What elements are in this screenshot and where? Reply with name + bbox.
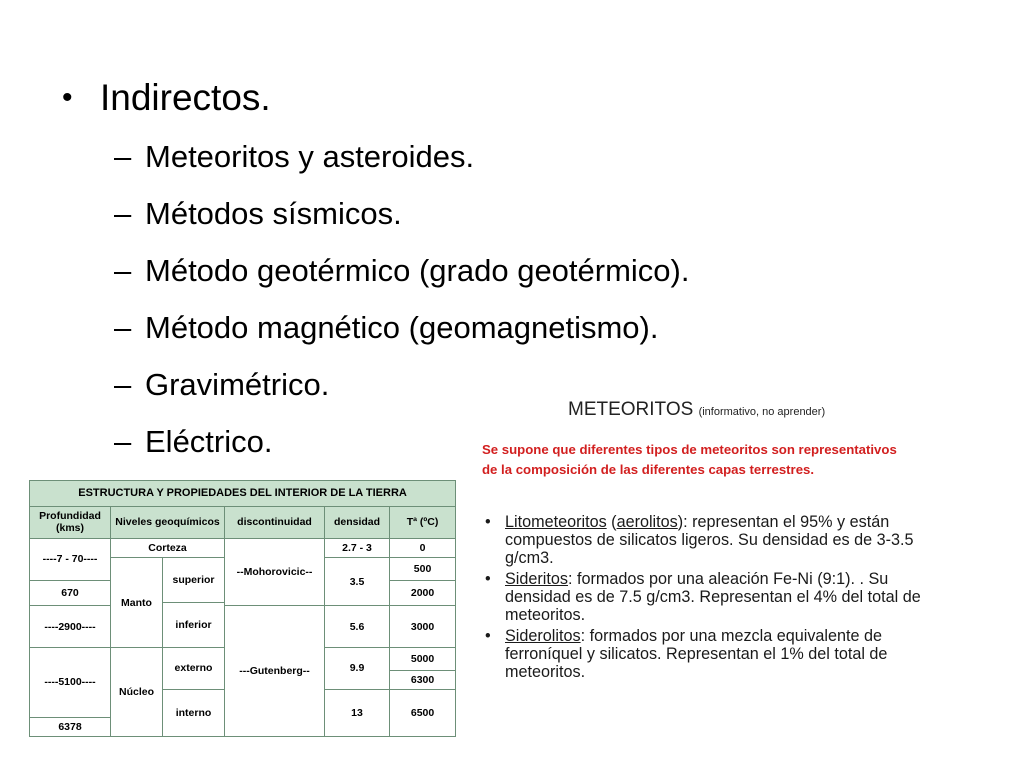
depth-cell: 670 (30, 580, 111, 606)
meteoritos-title-text: METEORITOS (568, 399, 694, 420)
sub-item-text: Meteoritos y asteroides. (145, 139, 475, 174)
density-cell: 3.5 (325, 558, 390, 606)
manto-superior-cell: superior (163, 558, 225, 603)
meteoritos-title-note: (informativo, no aprender) (698, 406, 826, 418)
term-sideritos: Sideritos (505, 570, 568, 588)
list-item-litometeoritos (482, 513, 952, 567)
term-litometeoritos: Litometeoritos (505, 513, 607, 531)
dash: – (114, 196, 132, 231)
temp-cell: 3000 (390, 606, 456, 648)
meteoritos-list (482, 513, 952, 684)
header-discontinuidad: discontinuidad (225, 506, 325, 538)
nucleo-cell: Núcleo (111, 648, 163, 737)
density-cell: 2.7 - 3 (325, 538, 390, 557)
sub-item-text: Método magnético (geomagnetismo). (145, 310, 659, 345)
term-siderolitos: Siderolitos (505, 627, 581, 645)
term-separator: ( (606, 513, 617, 531)
header-temperatura: Tª (ºC) (390, 506, 456, 538)
main-bullet (62, 74, 462, 122)
bullet-dot: • (62, 81, 73, 114)
meteoritos-title (568, 399, 825, 421)
manto-inferior-cell: inferior (163, 603, 225, 648)
sub-item-text: Gravimétrico. (145, 367, 330, 402)
temp-cell: 6300 (390, 670, 456, 689)
header-profundidad: Profundidad (kms) (30, 506, 111, 538)
nucleo-interno-cell: interno (163, 689, 225, 736)
bullet-dot: • (485, 627, 491, 645)
sub-item-magnetico (114, 308, 814, 348)
depth-cell: 6378 (30, 717, 111, 736)
sub-item-geotermico (114, 251, 814, 291)
header-niveles: Niveles geoquímicos (111, 506, 225, 538)
sub-item-text: Métodos sísmicos. (145, 196, 402, 231)
density-cell: 9.9 (325, 648, 390, 690)
table-title: ESTRUCTURA Y PROPIEDADES DEL INTERIOR DE LA TIERRA (30, 481, 456, 507)
dash: – (114, 367, 132, 402)
temp-cell: 6500 (390, 689, 456, 736)
sub-item-text: Método geotérmico (grado geotérmico). (145, 253, 690, 288)
mohorovicic-cell: --Mohorovicic-- (225, 538, 325, 605)
density-cell: 5.6 (325, 606, 390, 648)
nucleo-externo-cell: externo (163, 648, 225, 690)
sub-item-meteoritos (114, 137, 814, 177)
item-description: ): representan el 95% y están compuestos de silicatos ligeros. Su densidad es de 3-3.5 g/cm3. (505, 513, 914, 567)
temp-cell: 500 (390, 558, 456, 580)
depth-cell: ----7 - 70---- (30, 538, 111, 580)
density-cell: 13 (325, 689, 390, 736)
dash: – (114, 310, 132, 345)
bullet-dot: • (485, 570, 491, 588)
manto-cell: Manto (111, 558, 163, 648)
bullet-dot: • (485, 513, 491, 531)
item-description: : formados por una aleación Fe-Ni (9:1). . Su densidad es de 7.5 g/cm3. Representan el 4% del total de meteoritos. (505, 570, 921, 624)
depth-cell: ----5100---- (30, 648, 111, 718)
earth-structure-table (29, 480, 456, 737)
temp-cell: 5000 (390, 648, 456, 670)
meteoritos-intro: Se supone que diferentes tipos de meteoritos son representativos de la composición de las diferentes capas terrestres. (482, 442, 897, 477)
sub-item-sismicos (114, 194, 814, 234)
meteoritos-panel (470, 395, 990, 725)
gutenberg-cell: ---Gutenberg-- (225, 606, 325, 737)
dash: – (114, 139, 132, 174)
temp-cell: 0 (390, 538, 456, 557)
dash: – (114, 424, 132, 459)
main-bullet-text: Indirectos. (100, 77, 271, 118)
list-item-sideritos (482, 570, 952, 624)
depth-cell: ----2900---- (30, 606, 111, 648)
corteza-cell: Corteza (111, 538, 225, 557)
term-aerolitos: aerolitos (616, 513, 678, 531)
temp-cell: 2000 (390, 580, 456, 606)
item-description: : formados por una mezcla equivalente de ferroníquel y silicatos. Representan el 1% del total de meteoritos. (505, 627, 888, 681)
list-item-siderolitos (482, 627, 952, 681)
dash: – (114, 253, 132, 288)
sub-item-text: Eléctrico. (145, 424, 273, 459)
header-densidad: densidad (325, 506, 390, 538)
